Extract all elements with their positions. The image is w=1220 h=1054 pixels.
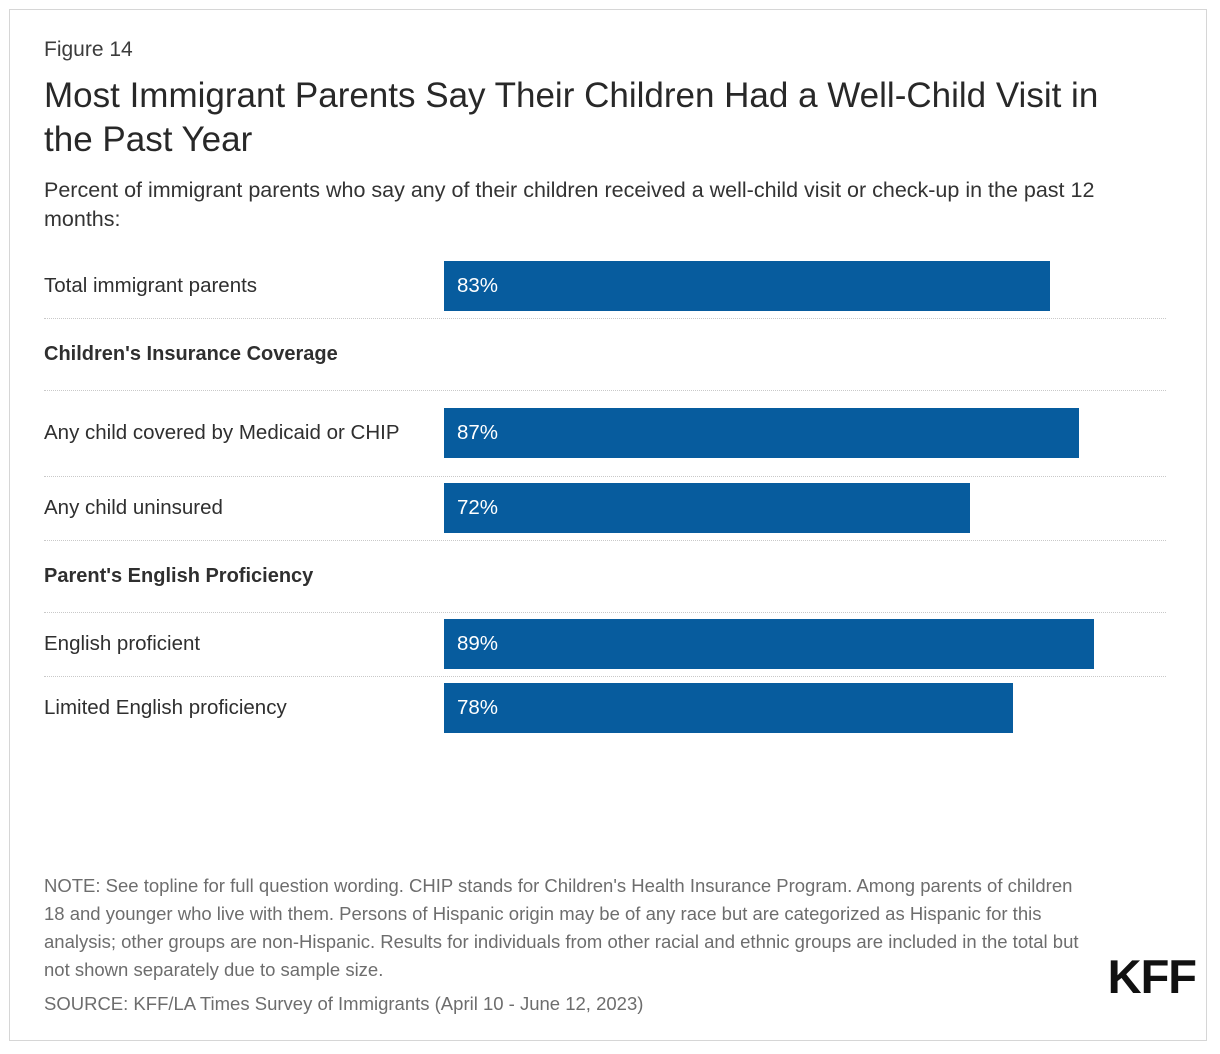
row-label: Total immigrant parents: [44, 273, 258, 297]
chart-row-limited-english: [44, 676, 1174, 740]
bar-value-label: 89%: [457, 632, 499, 656]
bar-track-empty: [444, 551, 1174, 601]
bar-track: [444, 483, 1174, 533]
bar-any-child-uninsured: [444, 483, 970, 533]
chart-header: [44, 38, 1174, 740]
bar-track: [444, 408, 1174, 458]
row-label: English proficient: [44, 631, 201, 655]
bar-track: [444, 619, 1174, 669]
chart-card: [9, 9, 1207, 1041]
bar-value-label: 72%: [457, 496, 499, 520]
bar-track: [444, 683, 1174, 733]
figure-label: Figure 14: [44, 38, 133, 61]
chart-group-header-english: [44, 540, 1174, 612]
bar-total-immigrant-parents: [444, 261, 1050, 311]
kff-logo: KFF: [1107, 950, 1196, 1003]
row-label: Any child covered by Medicaid or CHIP: [44, 420, 400, 444]
bar-limited-english-proficiency: [444, 683, 1013, 733]
bar-any-child-medicaid-chip: [444, 408, 1079, 458]
row-label: Limited English proficiency: [44, 695, 287, 719]
note-text: NOTE: See topline for full question wording. CHIP stands for Children's Health Insurance Program. Among parents of children 18 and younger who live with them. Persons of Hispanic origin may be of any race but are categorized as Hispanic for this analysis; other groups are non-Hispanic. Results for individuals from other racial and ethnic groups are included in the total but not shown separately due to sample size.: [44, 875, 1079, 981]
group-label: Children's Insurance Coverage: [44, 343, 338, 366]
bar-english-proficient: [444, 619, 1094, 669]
page-title: Most Immigrant Parents Say Their Children Had a Well-Child Visit in the Past Year: [44, 76, 1099, 160]
chart-row-english-proficient: [44, 612, 1174, 676]
bar-chart: [44, 254, 1174, 740]
chart-group-header-insurance: [44, 318, 1174, 390]
chart-subtitle: Percent of immigrant parents who say any of their children received a well-child visit or check-up in the past 12 months:: [44, 178, 1095, 232]
bar-track-empty: [444, 329, 1174, 379]
bar-value-label: 78%: [457, 696, 499, 720]
bar-value-label: 87%: [457, 421, 499, 445]
row-label: Any child uninsured: [44, 495, 223, 519]
chart-row-uninsured: [44, 476, 1174, 540]
chart-footer: [44, 872, 1174, 1019]
source-text: SOURCE: KFF/LA Times Survey of Immigrants (April 10 - June 12, 2023): [44, 993, 644, 1015]
bar-track: [444, 261, 1174, 311]
group-label: Parent's English Proficiency: [44, 565, 314, 588]
chart-row-total: [44, 254, 1174, 318]
chart-row-medicaid-chip: [44, 390, 1174, 476]
bar-value-label: 83%: [457, 274, 499, 298]
